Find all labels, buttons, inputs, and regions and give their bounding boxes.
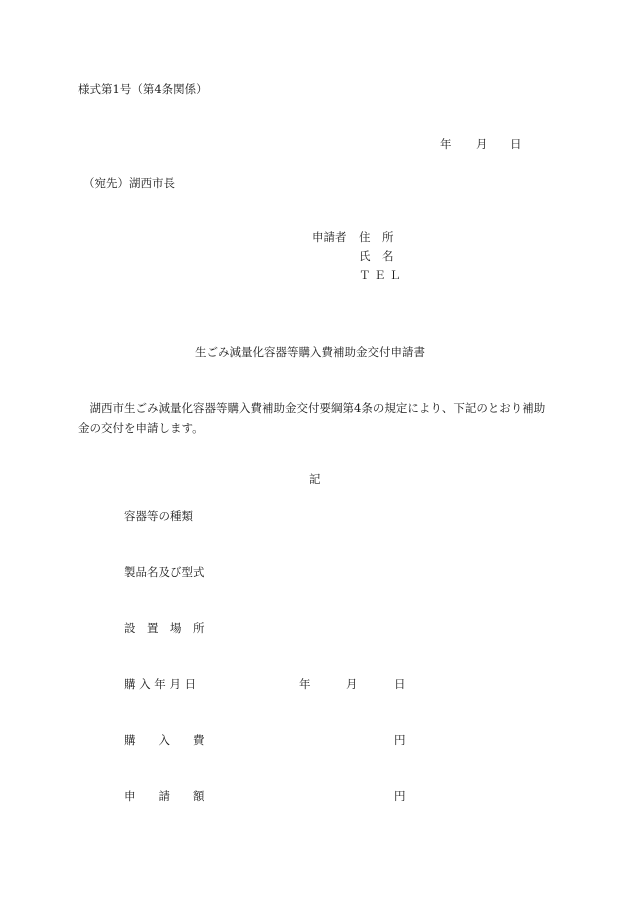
date-day: 日 <box>510 137 522 151</box>
item-install-location-label: 設 置 場 所 <box>124 621 205 635</box>
purchase-cost-unit: 円 <box>394 733 406 747</box>
purchase-date-month: 月 <box>346 677 358 691</box>
item-product-model-label: 製品名及び型式 <box>124 565 205 579</box>
application-amount-unit: 円 <box>394 789 406 803</box>
addressee: （宛先）湖西市長 <box>83 176 175 190</box>
applicant-name-label: 氏 名 <box>359 249 394 263</box>
applicant-address-label: 住 所 <box>359 230 394 244</box>
applicant-role: 申請者 <box>312 230 347 244</box>
date-month: 月 <box>476 137 488 151</box>
item-purchase-date-label: 購 入 年 月 日 <box>124 677 197 691</box>
ki-heading: 記 <box>309 472 321 486</box>
applicant-tel-label: Ｔ Ｅ Ｌ <box>359 268 401 282</box>
date-year: 年 <box>440 137 452 151</box>
body-paragraph: 湖西市生ごみ減量化容器等購入費補助金交付要綱第4条の規定により、下記のとおり補助金の交付を申請します。 <box>78 401 546 435</box>
item-container-type-label: 容器等の種類 <box>124 509 193 523</box>
purchase-date-day: 日 <box>394 677 406 691</box>
item-purchase-cost-label: 購 入 費 <box>124 733 205 747</box>
item-application-amount-label: 申 請 額 <box>124 789 205 803</box>
purchase-date-year: 年 <box>299 677 311 691</box>
document-title: 生ごみ減量化容器等購入費補助金交付申請書 <box>195 345 425 359</box>
form-number: 様式第1号（第4条関係） <box>78 82 208 96</box>
